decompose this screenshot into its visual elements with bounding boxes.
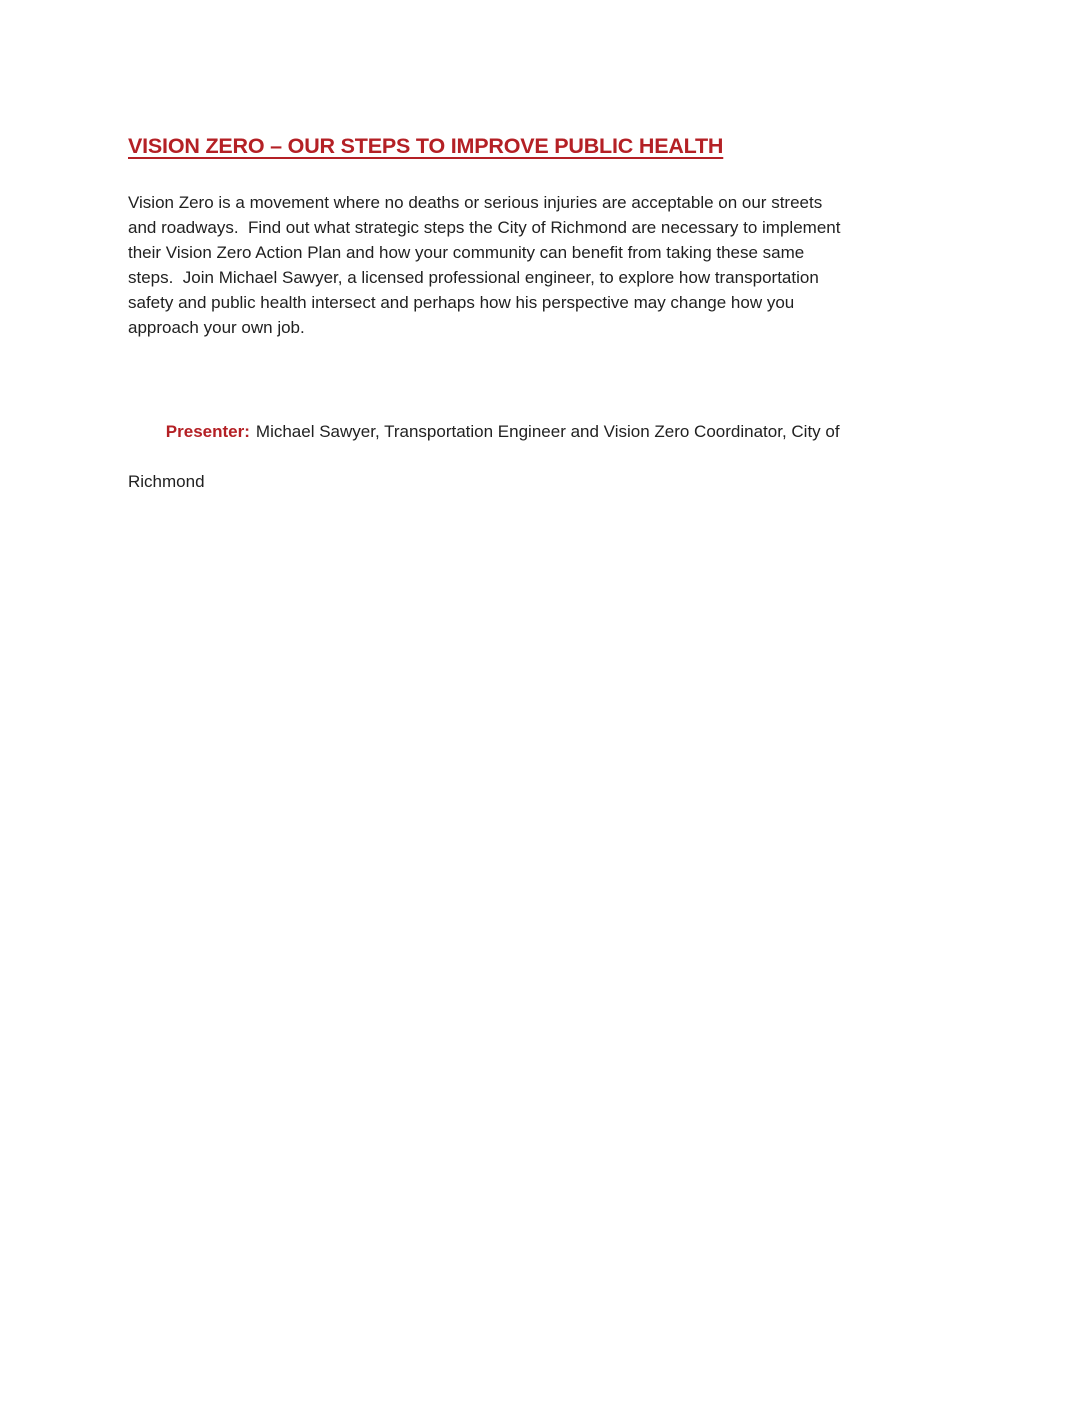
page-title: VISION ZERO – OUR STEPS TO IMPROVE PUBLIC HEALTH — [128, 134, 724, 158]
description-line: and roadways. Find out what strategic steps the City of Richmond are necessary to implement — [128, 218, 841, 237]
session-description — [128, 190, 988, 340]
presenter-section — [128, 394, 988, 494]
description-line: Vision Zero is a movement where no deaths or serious injuries are acceptable on our streets — [128, 193, 823, 212]
description-line: their Vision Zero Action Plan and how your community can benefit from taking these same — [128, 243, 805, 262]
presenter-label: Presenter: — [165, 422, 250, 441]
presenter-line-1 — [128, 394, 988, 469]
description-line: approach your own job. — [128, 318, 305, 337]
description-line: safety and public health intersect and perhaps how his perspective may change how you — [128, 293, 795, 312]
document-content — [128, 133, 988, 494]
presenter-line-2: Richmond — [128, 472, 205, 491]
description-line: steps. Join Michael Sawyer, a licensed professional engineer, to explore how transportation — [128, 268, 819, 287]
presenter-details: Michael Sawyer, Transportation Engineer and Vision Zero Coordinator, City of — [255, 422, 840, 441]
